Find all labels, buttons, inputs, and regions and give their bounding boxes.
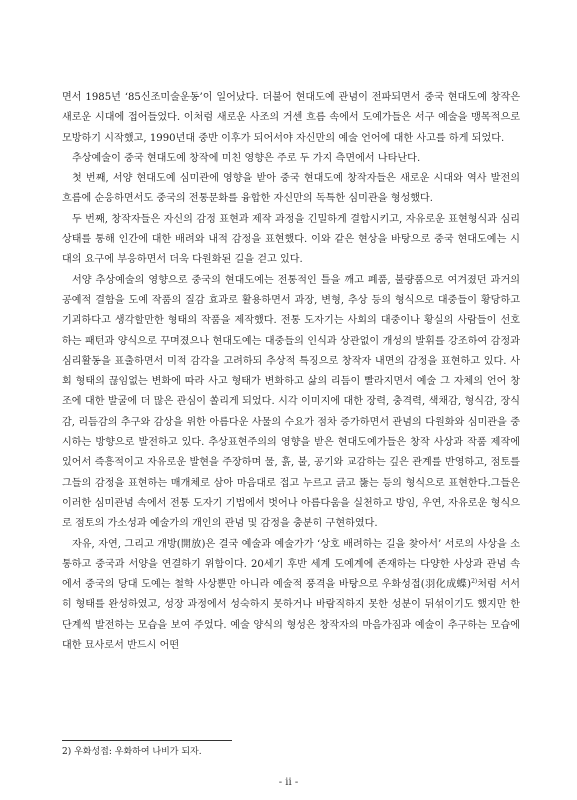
paragraph-2: 추상예술이 중국 현대도예 창작에 미친 영향은 주로 두 가지 측면에서 나타난다.: [72, 152, 421, 164]
footnote-reference[interactable]: 2): [471, 578, 478, 586]
paragraph-4: 두 번째, 창작자들은 자신의 감정 표현과 제작 과정을 긴밀하게 결합시키고, 자유로운 표현형식과 심리 상태를 통해 인간에 대한 배려와 내적 감정을 표현했다. 이와 같은 현상을 바탕으로 중국 현대도예는 시대의 요구에 부응하면서 더욱 다원화된 길을 걷고 있다.: [62, 213, 520, 266]
page-number: - ii -: [278, 777, 299, 788]
paragraph-6: [62, 535, 520, 657]
footnote-divider: [62, 740, 232, 741]
body-text: [62, 88, 520, 656]
paragraph-6-text: 자유, 자연, 그리고 개방(開放)은 결국 예술과 예술가가 ‘상호 배려하는 길을 찾아서’ 서로의 사상을 소통하고 중국과 서양을 연결하기 위함이다. 20세기 후반 세계 도예계에 존재하는 다양한 사상과 관념 속에서 중국의 당대 도예는 철학 사상뿐만 아니라 예술적 풍격을 바탕으로 우화성접(羽化成蝶): [62, 538, 520, 591]
paragraph-1: 면서 1985년 ‘85신조미술운동’이 일어났다. 더불어 현대도예 관념이 전파되면서 중국 현대도예 창작은 새로운 시대에 접어들었다. 이처럼 새로운 사조의 거센 흐름 속에서 도예가들은 서구 예술을 맹목적으로 모방하기 시작했고, 1990년대 중반 이후가 되어서야 자신만의 예술 언어에 대한 사고를 하게 되었다.: [62, 92, 520, 144]
footnote: 2) 우화성접: 우화하여 나비가 되자.: [62, 747, 202, 757]
paragraph-3: 첫 번째, 서양 현대도예 심미관에 영향을 받아 중국 현대도예 창작자들은 새로운 시대와 역사 발전의 흐름에 순응하면서도 중국의 전통문화를 융합한 자신만의 독특한 심미관을 형성했다.: [62, 173, 520, 205]
paragraph-6-continuation: 처럼 서서히 형태를 완성하였고, 성장 과정에서 성숙하지 못하거나 바람직하지 못한 성분이 뒤섞이기도 했지만 한 단계씩 발전하는 모습을 보여 주었다. 예술 양식의 형성은 창작자의 마음가짐과 예술이 추구하는 모습에 대한 묘사로서 반드시 어떤: [62, 579, 520, 652]
paragraph-5: 서양 추상예술의 영향으로 중국의 현대도예는 전통적인 틀을 깨고 폐품, 불량품으로 여겨졌던 과거의 공예적 결함을 도예 작품의 질감 효과로 활용하면서 과장, 변형, 추상 등의 형식으로 대중들이 황당하고 기괴하다고 생각할만한 형태의 작품을 제작했다. 전통 도자기는 사회의 대중이나 황실의 사람들이 선호하는 패턴과 양식으로 꾸며졌으나 현대도예는 대중들의 인식과 상관없이 개성의 발휘를 강조하여 감정과 심리활동을 표출하면서 미적 감각을 고려하되 추상적 특징으로 창작자 내면의 감정을 표현하고 있다. 사회 형태의 끊임없는 변화에 따라 사고 형태가 변화하고 삶의 리듬이 빨라지면서 예술 그 자체의 언어 창조에 대한 발굴에 더 많은 관심이 쏠리게 되었다. 시각 이미지에 대한 장력, 충격력, 색채감, 형식감, 장식감, 리듬감의 추구와 감상을 위한 아름다운 사물의 수요가 점차 증가하면서 관념의 다원화와 심미관을 중시하는 방향으로 발전하고 있다. 추상표현주의의 영향을 받은 현대도예가들은 창작 사상과 작품 제작에 있어서 즉흥적이고 자유로운 발현을 주장하며 물, 흙, 불, 공기와 교감하는 깊은 관계를 반영하고, 점토를 그들의 감정을 표현하는 매개체로 삼아 마음대로 접고 누르고 긁고 뚫는 등의 형식으로 표현한다.그들은 이러한 심미관념 속에서 전통 도자기 기법에서 벗어나 아름다움을 실천하고 방임, 우연, 자유로운 형식으로 점토의 가소성과 예술가의 개인의 관념 및 감정을 충분히 구현하였다.: [62, 274, 520, 530]
